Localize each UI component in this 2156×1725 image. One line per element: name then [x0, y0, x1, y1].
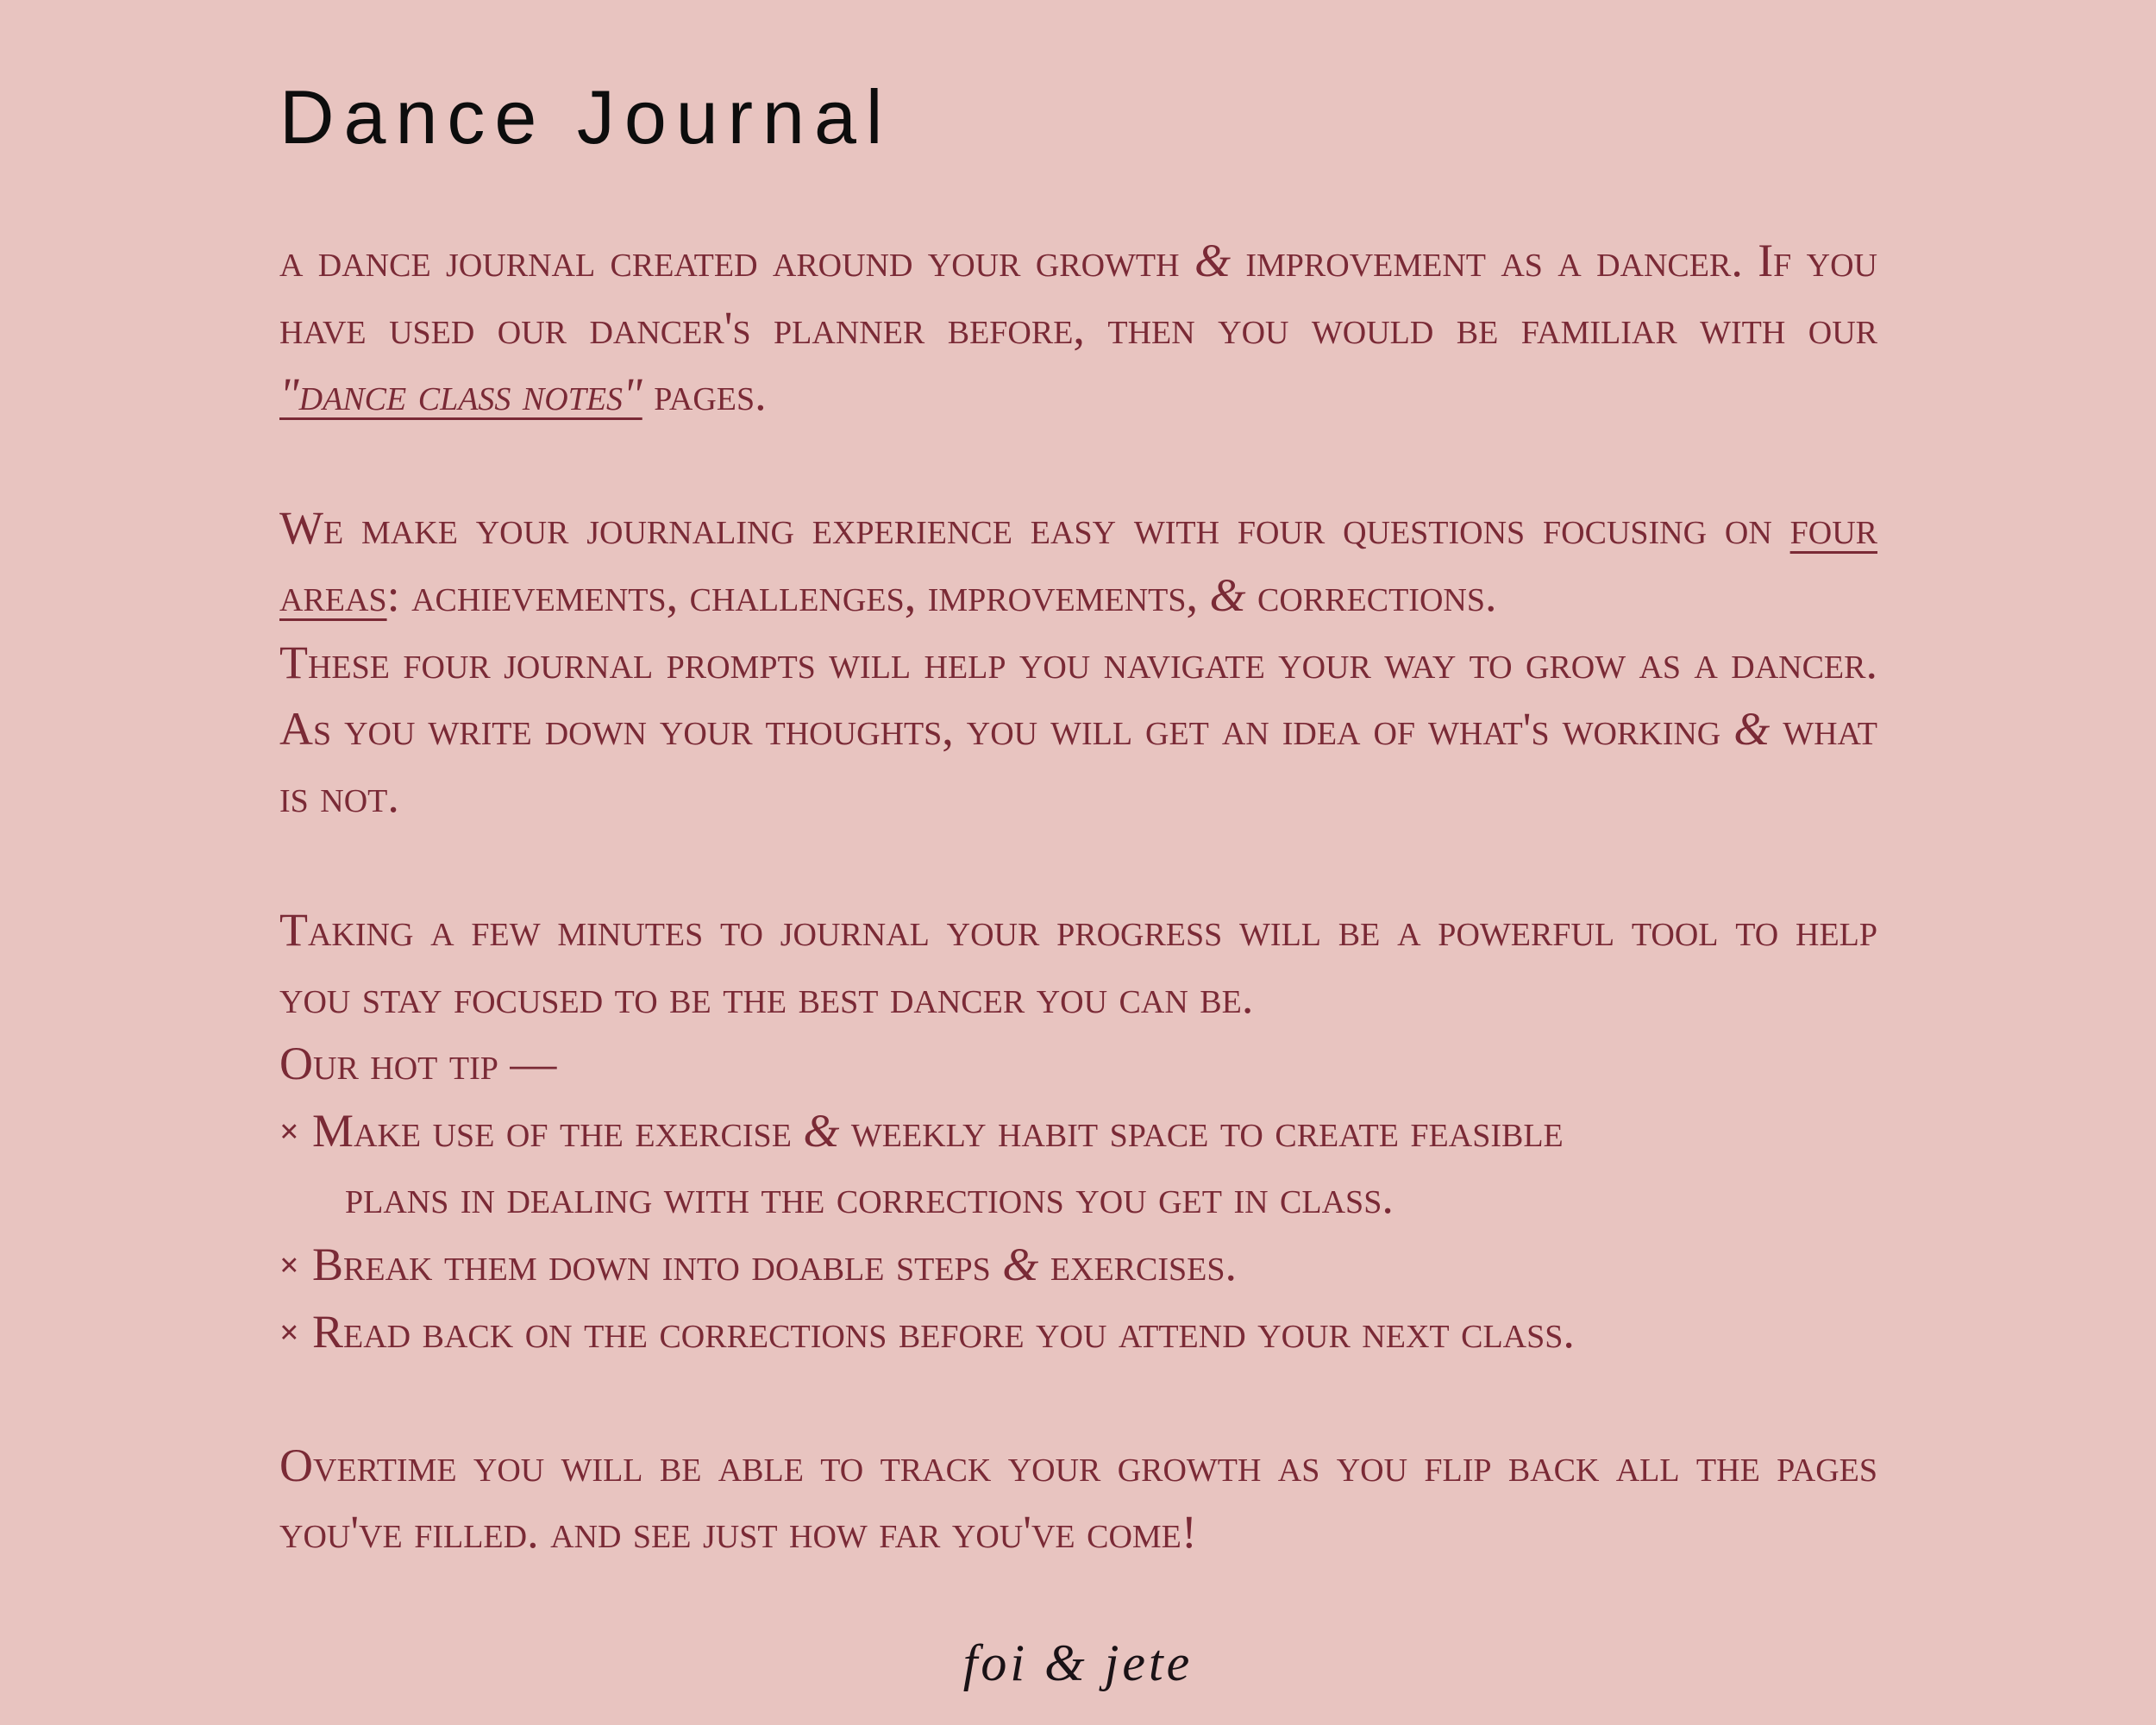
intro-paragraph [279, 228, 1877, 429]
intro-text: a dance journal created around your growth & improvement as a dancer. If you have used our dancer's planner before, then you would be familiar with our [279, 235, 1877, 354]
tips-list [279, 1098, 1877, 1365]
tip-item [279, 1299, 1877, 1366]
tip-text: Make use of the exercise & weekly habit space to create feasible [312, 1104, 1564, 1157]
x-bullet-icon: × [279, 1312, 299, 1352]
hot-tip-label: Our hot tip — [279, 1038, 557, 1090]
ampersand-glyph: & [803, 1104, 840, 1157]
intro-text-end: pages. [642, 368, 767, 421]
x-bullet-icon: × [279, 1111, 299, 1151]
prompts-paragraph: These four journal prompts will help you navigate your way to grow as a dancer. As you write down your thoughts, you will get an idea of what's working & what is not. [279, 636, 1877, 822]
x-bullet-icon: × [279, 1245, 299, 1284]
tip-item [279, 1232, 1877, 1299]
tip-text-continued: plans in dealing with the corrections you get in class. [345, 1171, 1394, 1224]
four-areas-text: We make your journaling experience easy with four questions focusing on [279, 502, 1790, 555]
ampersand-glyph: & [1194, 235, 1231, 286]
tip-text: Read back on the corrections before you attend your next class. [312, 1305, 1575, 1358]
four-areas-paragraph [279, 495, 1877, 629]
tip-item [279, 1098, 1877, 1232]
four-areas-text-end: : achievements, challenges, improvements, & corrections. [386, 568, 1497, 621]
tip-text: Break them down into doable steps & exercises. [312, 1238, 1238, 1290]
ampersand-glyph: & [1733, 703, 1771, 756]
progress-paragraph: Taking a few minutes to journal your progress will be a powerful tool to help you stay focused to be the best dancer you can be. [279, 903, 1877, 1023]
four-areas-link[interactable]: four areas [279, 502, 1877, 621]
page-title: Dance Journal [279, 74, 893, 160]
journal-description [279, 228, 1877, 1566]
ampersand-glyph: & [1209, 568, 1246, 621]
dance-class-notes-link[interactable]: "dance class notes" [279, 368, 642, 421]
paragraph-spacer [279, 429, 1877, 496]
closing-paragraph: Overtime you will be able to track your growth as you flip back all the pages you've filled. and see just how far you've come! [279, 1439, 1877, 1559]
ampersand-glyph: & [1002, 1238, 1039, 1290]
paragraph-spacer [279, 830, 1877, 897]
brand-signature: foi & jete [962, 1634, 1194, 1691]
paragraph-spacer [279, 1365, 1877, 1433]
